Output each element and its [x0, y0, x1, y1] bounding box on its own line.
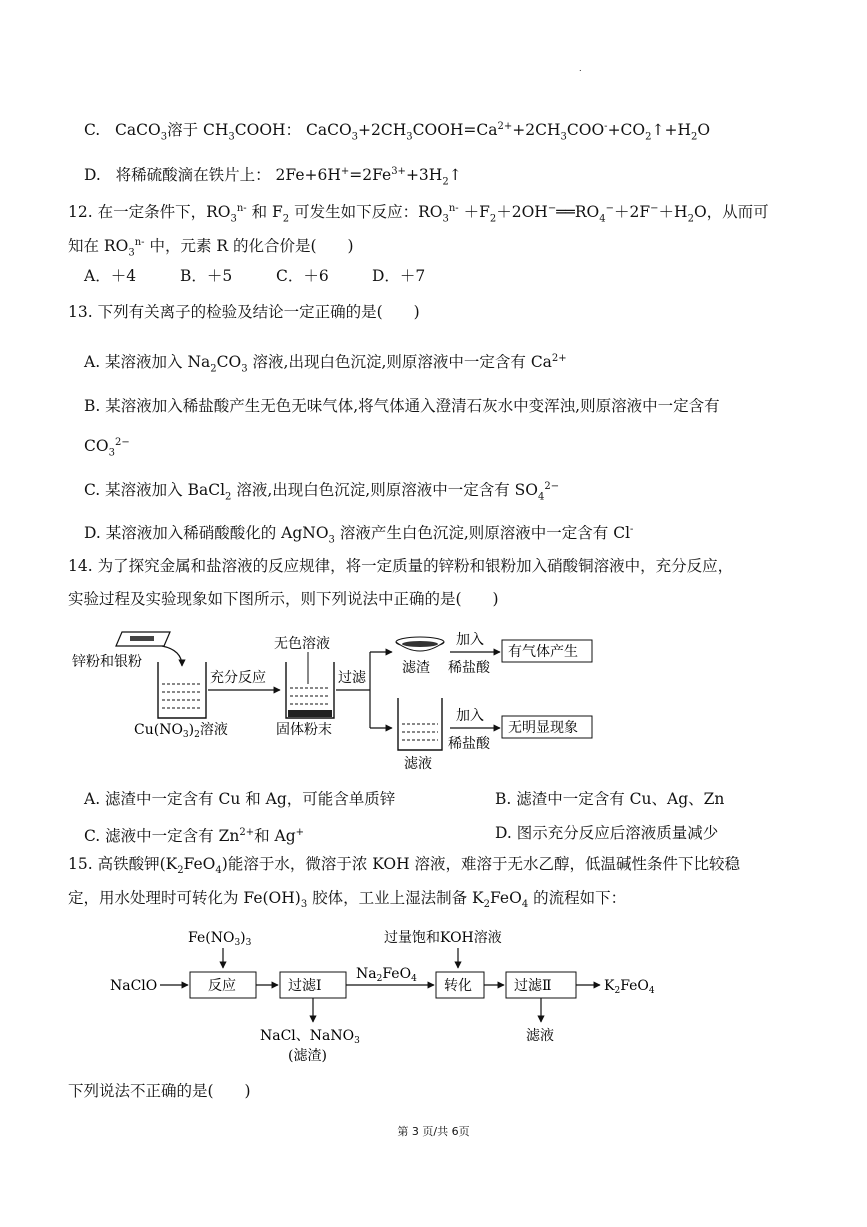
stray-dot: .: [579, 64, 582, 73]
koh-label: 过量饱和KOH溶液: [384, 930, 502, 946]
gas-result-label: 有气体产生: [508, 644, 578, 660]
byproduct-label: NaCl、NaNO$_3$: [260, 1028, 360, 1046]
cu-solution-label: $Cu(NO_3)_2$溶液: [134, 722, 228, 740]
q14-option-d: D. 图示充分反应后溶液质量减少: [495, 824, 719, 842]
q12-stem-line1: 12. 在一定条件下，$RO_3^{n-}$ 和 $F_2$ 可发生如下反应：$RO_3^{n-}$ $+F_2+2OH^-══RO_4^-+2F^-+H_2O$，从而可: [68, 203, 769, 225]
page-footer: 第 3 页/共 6页: [397, 1125, 470, 1138]
q13-option-b: B. 某溶液加入稀盐酸产生无色无味气体,将气体通入澄清石灰水中变浑浊,则原溶液中一定含有: [84, 397, 720, 415]
q13-option-b-ion: $CO_3^{2-}$: [84, 437, 130, 459]
q12-options: A．＋4 B．＋5 C．＋6 D．＋7: [84, 267, 426, 285]
k2feo4-label: $K_2FeO_4$: [604, 978, 655, 996]
acid2-label: 稀盐酸: [448, 736, 490, 752]
q14-stem-line2: 实验过程及实验现象如下图所示，则下列说法中正确的是( ): [68, 590, 499, 608]
solid-label: 固体粉末: [276, 722, 332, 738]
react-label: 充分反应: [210, 670, 266, 686]
q15-flow-diagram: [108, 922, 688, 1072]
powder-label: 锌粉和银粉: [72, 654, 142, 670]
q14-experiment-figure: [70, 628, 630, 778]
q14-option-b: B. 滤渣中一定含有 Cu、Ag、Zn: [495, 790, 725, 808]
q13-option-c: C. 某溶液加入 BaCl$_2$ 溶液,出现白色沉淀,则原溶液中一定含有 $SO_4^{2-}$: [84, 481, 560, 503]
naclo-label: NaClO: [110, 978, 158, 994]
filtrate-label: 滤液: [404, 756, 432, 772]
q13-stem: 13. 下列有关离子的检验及结论一定正确的是( ): [68, 303, 420, 321]
q11-option-c: C. CaCO$_3$溶于 $CH_3COOH$： $CaCO_3+2CH_3COOH=Ca^{2+}+2CH_3COO^-+CO_2↑+H_2O$: [84, 121, 711, 143]
filtrate-label: 滤液: [526, 1028, 554, 1044]
q15-stem-line2: 定，用水处理时可转化为 $Fe(OH)_3$ 胶体，工业上湿法制备 $K_2FeO_4$ 的流程如下：: [68, 889, 627, 911]
beaker-1-icon: [158, 662, 206, 718]
q11-option-d: D. 将稀硫酸滴在铁片上： $2Fe+6H^+=2Fe^{3+}+3H_2↑$: [84, 166, 462, 188]
q14-option-c: C. 滤液中一定含有 $Zn^{2+}$和 Ag+: [84, 827, 305, 846]
react-box-label: 反应: [208, 978, 236, 994]
fe-nitrate-label: $Fe(NO_3)_3$: [188, 930, 252, 948]
q14-stem-line1: 14. 为了探究金属和盐溶液的反应规律，将一定质量的锌粉和银粉加入硝酸铜溶液中，充分反应，: [68, 557, 734, 575]
convert-box-label: 转化: [444, 978, 472, 994]
dish-icon: [396, 637, 444, 651]
acid1-label: 稀盐酸: [448, 660, 490, 676]
residue-note-label: (滤渣): [288, 1048, 327, 1064]
na2feo4-label: $Na_2FeO_4$: [356, 966, 417, 984]
beaker-2-icon: [286, 662, 334, 718]
residue-label: 滤渣: [402, 660, 430, 676]
q13-option-a: A. 某溶液加入 $Na_2CO_3$ 溶液,出现白色沉淀,则原溶液中一定含有 $Ca^{2+}$: [84, 353, 567, 375]
add2-label: 加入: [456, 708, 484, 724]
powder-packet-icon: [116, 632, 170, 646]
q13-option-d: D. 某溶液加入稀硝酸酸化的 AgNO$_3$ 溶液产生白色沉淀,则原溶液中一定含有 Cl-: [84, 524, 634, 546]
none-result-label: 无明显现象: [508, 720, 578, 736]
q15-stem-line1: 15. 高铁酸钾$(K_2FeO_4)$能溶于水，微溶于浓 KOH 溶液，难溶于无水乙醇，低温碱性条件下比较稳: [68, 855, 741, 877]
q12-stem-line2: 知在 $RO_3^{n-}$ 中，元素 R 的化合价是( ): [68, 237, 354, 259]
filter1-box-label: 过滤Ⅰ: [288, 978, 322, 994]
add1-label: 加入: [456, 632, 484, 648]
filter2-box-label: 过滤Ⅱ: [514, 978, 552, 994]
colorless-label: 无色溶液: [274, 636, 330, 652]
beaker-3-icon: [398, 698, 442, 750]
q14-option-a: A. 滤渣中一定含有 Cu 和 Ag，可能含单质锌: [84, 790, 396, 808]
q15-question: 下列说法不正确的是( ): [68, 1082, 251, 1100]
filter-label: 过滤: [338, 670, 366, 686]
